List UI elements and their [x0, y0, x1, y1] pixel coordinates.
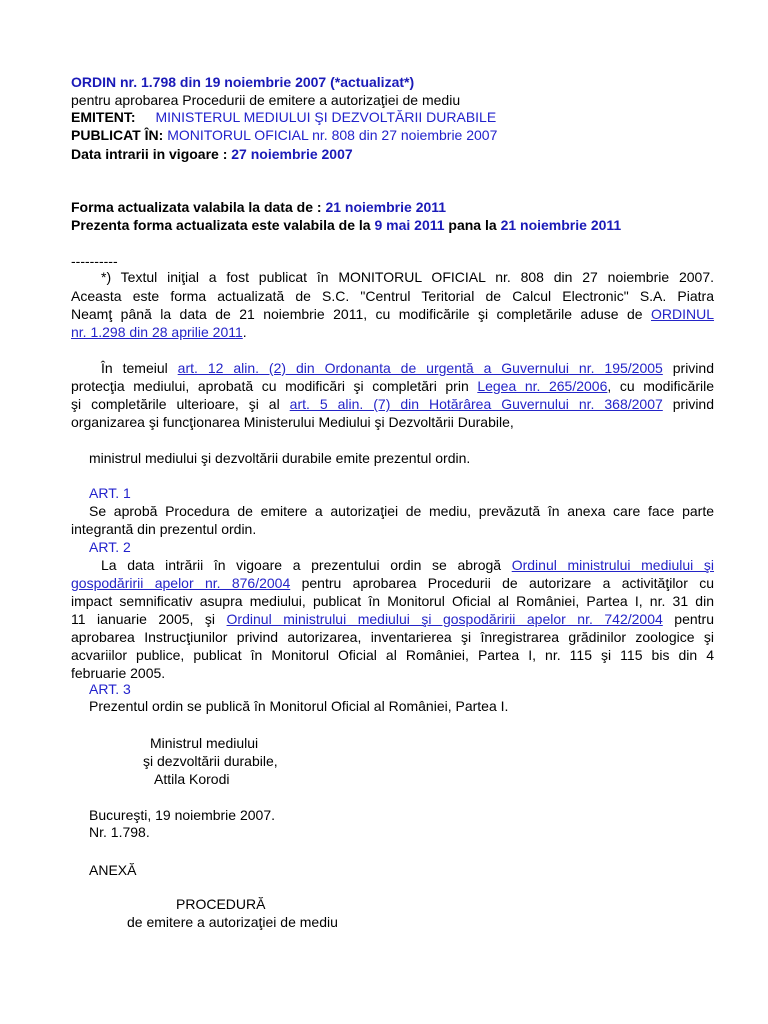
- temei-line-3: [71, 395, 714, 413]
- art-2-line-5: aprobarea Instrucţiunilor privind autorizarea, inventarierea şi înregistrarea grădinilor zoologice şi: [71, 629, 714, 645]
- art-2-line-2-b: pentru aprobarea Procedurii de autorizare a activităţilor cu: [301, 575, 715, 591]
- procedura-subtitle: de emitere a autorizaţiei de mediu: [127, 914, 338, 930]
- art-2-label: ART. 2: [89, 539, 131, 555]
- temei-line-1-b: privind: [672, 360, 714, 376]
- art-2-line-6: acvariilor publice, publicat în Monitorul Oficial al României, Partea I, nr. 115 şi 115 bis din 4: [71, 647, 714, 663]
- nota-line-4-end: .: [242, 324, 247, 340]
- art-3-label: ART. 3: [89, 681, 131, 697]
- hg-368-2007-link[interactable]: art. 5 alin. (7) din Hotărârea Guvernului nr. 368/2007: [289, 396, 663, 412]
- intrare-value: 27 noiembrie 2007: [231, 146, 353, 162]
- intrare-label: Data intrarii in vigoare :: [71, 146, 228, 162]
- order-number: Nr. 1.798.: [89, 824, 150, 840]
- ordinul-876-2004-link[interactable]: Ordinul ministrului mediului şi: [511, 557, 715, 573]
- art-1-line-2: integrantă din prezentul ordin.: [71, 521, 257, 537]
- art-3-line-1: Prezentul ordin se publică în Monitorul Oficial al României, Partea I.: [89, 698, 509, 714]
- ordinul-876-2004-link-cont[interactable]: gospodăririi apelor nr. 876/2004: [71, 575, 291, 591]
- art-1-label: ART. 1: [89, 485, 131, 501]
- intrare-row: [71, 145, 353, 163]
- signature-title-1: Ministrul mediului: [150, 735, 259, 751]
- art-2-line-3: impact semnificativ asupra mediului, publicat în Monitorul Oficial al României, Partea I, nr. 31 din: [71, 593, 714, 609]
- forma-valabila-value: 21 noiembrie 2011: [325, 199, 447, 215]
- nota-line-2: Aceasta este forma actualizată de S.C. "Centrul Teritorial de Calcul Electronic" S.A. Piatra: [71, 288, 714, 304]
- art-2-line-4: [71, 610, 714, 628]
- emitent-label: EMITENT:: [71, 109, 136, 125]
- ordinul-1298-link-cont[interactable]: nr. 1.298 din 28 aprilie 2011: [71, 324, 243, 340]
- procedura-title: PROCEDURĂ: [176, 896, 266, 912]
- signature-title-2: şi dezvoltării durabile,: [143, 753, 278, 769]
- document-title: ORDIN nr. 1.798 din 19 noiembrie 2007 (*actualizat*): [71, 74, 415, 90]
- location-date: Bucureşti, 19 noiembrie 2007.: [89, 807, 275, 823]
- nota-line-3-text: Neamţ până la data de 21 noiembrie 2011, cu modificările şi completările aduse de: [71, 306, 643, 322]
- prezenta-mid: pana la: [448, 217, 497, 233]
- legea-265-2006-link[interactable]: Legea nr. 265/2006: [477, 378, 608, 394]
- ordinul-1298-link[interactable]: ORDINUL: [651, 306, 715, 322]
- emitent-row: [71, 108, 496, 126]
- nota-line-1: *) Textul iniţial a fost publicat în MONITORUL OFICIAL nr. 808 din 27 noiembrie 2007.: [101, 269, 714, 285]
- prezenta-label: Prezenta forma actualizata este valabila de la: [71, 217, 371, 233]
- signature-name: Attila Korodi: [154, 771, 230, 787]
- publicat-value: MONITORUL OFICIAL nr. 808 din 27 noiembrie 2007: [167, 127, 498, 143]
- document-subtitle: pentru aprobarea Procedurii de emitere a autorizaţiei de mediu: [71, 92, 461, 108]
- temei-line-2-a: protecţia mediului, aprobată cu modificări şi completări prin: [71, 378, 469, 394]
- art-2-line-4-a: 11 ianuarie 2005, şi: [71, 611, 216, 627]
- anexa-heading: ANEXĂ: [89, 862, 137, 878]
- nota-line-3: [71, 305, 714, 323]
- emitent-value: MINISTERUL MEDIULUI ŞI DEZVOLTĂRII DURABILE: [155, 109, 497, 125]
- art-2-line-7: februarie 2005.: [71, 665, 166, 681]
- oug-195-2005-link[interactable]: art. 12 alin. (2) din Ordonanta de urgentă a Guvernului nr. 195/2005: [177, 360, 663, 376]
- prezenta-to: 21 noiembrie 2011: [500, 217, 622, 233]
- temei-line-1: [71, 359, 714, 377]
- temei-line-3-a: şi completările ulterioare, şi al: [71, 396, 280, 412]
- forma-valabila-row: [71, 198, 446, 216]
- temei-line-2: [71, 377, 714, 395]
- publicat-label: PUBLICAT ÎN:: [71, 127, 164, 143]
- art-2-line-4-b: pentru: [674, 611, 714, 627]
- temei-line-3-b: privind: [672, 396, 715, 412]
- art-1-line-1: Se aprobă Procedura de emitere a autorizaţiei de mediu, prevăzută în anexa care face parte: [89, 503, 714, 519]
- temei-line-4: organizarea şi funcţionarea Ministerului Mediului şi Dezvoltării Durabile,: [71, 414, 514, 430]
- art-2-line-1-a: La data intrării în vigoare a prezentului ordin se abrogă: [101, 557, 502, 573]
- emite-text: ministrul mediului şi dezvoltării durabile emite prezentul ordin.: [89, 450, 471, 466]
- prezenta-from: 9 mai 2011: [374, 217, 445, 233]
- temei-line-1-a: În temeiul: [101, 360, 168, 376]
- art-2-line-2: [71, 574, 714, 592]
- forma-valabila-label: Forma actualizata valabila la data de :: [71, 199, 322, 215]
- nota-line-4: [71, 323, 247, 341]
- publicat-row: [71, 126, 497, 144]
- ordinul-742-2004-link[interactable]: Ordinul ministrului mediului şi gospodăririi apelor nr. 742/2004: [226, 611, 663, 627]
- temei-line-2-b: , cu modificările: [607, 378, 714, 394]
- prezenta-forma-row: [71, 216, 621, 234]
- separator-dashes: ----------: [71, 253, 118, 269]
- art-2-line-1: [71, 556, 714, 574]
